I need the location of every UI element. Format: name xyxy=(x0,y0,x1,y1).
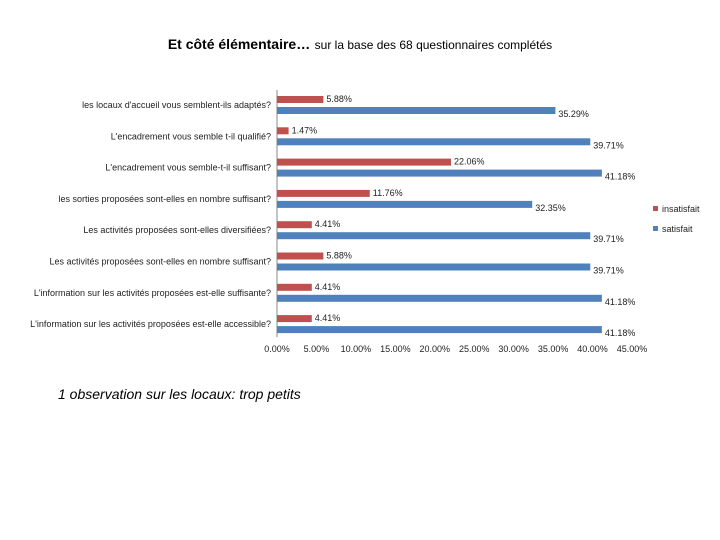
data-label-satisfait: 41.18% xyxy=(604,328,636,339)
category-label: les sorties proposées sont-elles en nombre suffisant? xyxy=(58,193,271,204)
bar-satisfait xyxy=(277,170,602,177)
category-label: L'encadrement vous semble-t-il suffisant? xyxy=(105,162,271,173)
bar-insatisfait xyxy=(277,253,323,260)
bar-satisfait xyxy=(277,295,602,302)
x-tick-label: 0.00% xyxy=(264,344,290,354)
x-tick-label: 45.00% xyxy=(616,344,648,354)
data-label-insatisfait: 5.88% xyxy=(326,250,352,261)
bar-insatisfait xyxy=(277,284,312,291)
legend-label-insatisfait: insatisfait xyxy=(662,204,700,214)
bar-satisfait xyxy=(277,232,590,239)
observation-note: 1 observation sur les locaux: trop petits xyxy=(58,386,301,402)
data-label-satisfait: 41.18% xyxy=(604,296,636,307)
bar-satisfait xyxy=(277,107,555,114)
x-tick-label: 20.00% xyxy=(419,344,451,354)
category-label: les locaux d'accueil vous semblent-ils adaptés? xyxy=(82,100,271,110)
chart-title-subtitle: sur la base des 68 questionnaires complétés xyxy=(314,38,553,52)
x-tick-label: 5.00% xyxy=(303,344,330,354)
data-label-insatisfait: 4.41% xyxy=(314,219,341,230)
x-tick-label: 35.00% xyxy=(537,344,569,354)
bar-insatisfait xyxy=(277,127,289,134)
data-label-insatisfait: 4.41% xyxy=(314,281,341,292)
bar-insatisfait xyxy=(277,96,323,103)
bar-insatisfait xyxy=(277,315,312,322)
x-tick-label: 40.00% xyxy=(577,344,608,354)
data-label-insatisfait: 5.88% xyxy=(326,94,352,104)
data-label-satisfait: 39.71% xyxy=(593,265,624,276)
x-tick-label: 10.00% xyxy=(340,344,372,354)
data-label-insatisfait: 11.76% xyxy=(372,187,403,198)
legend-swatch-insatisfait xyxy=(653,206,658,211)
category-label: L'encadrement vous semble t-il qualifié? xyxy=(110,131,271,142)
x-tick-label: 30.00% xyxy=(498,344,529,354)
x-tick-label: 15.00% xyxy=(380,344,411,354)
data-label-satisfait: 39.71% xyxy=(593,140,624,151)
bar-satisfait xyxy=(277,138,590,145)
bar-satisfait xyxy=(277,326,602,333)
category-label: Les activités proposées sont-elles en nombre suffisant? xyxy=(49,256,271,267)
legend-label-satisfait: satisfait xyxy=(662,224,693,234)
bar-insatisfait xyxy=(277,190,370,197)
bar-insatisfait xyxy=(277,221,312,228)
category-label: Les activités proposées sont-elles diversifiées? xyxy=(83,225,271,236)
bar-insatisfait xyxy=(277,159,451,166)
category-label: L'information sur les activités proposées est-elle suffisante? xyxy=(33,287,271,298)
data-label-insatisfait: 22.06% xyxy=(454,156,485,167)
data-label-insatisfait: 4.41% xyxy=(314,313,341,324)
category-label: L'information sur les activités proposées est-elle accessible? xyxy=(30,319,271,330)
data-label-satisfait: 35.29% xyxy=(558,109,589,119)
data-label-insatisfait: 1.47% xyxy=(291,125,318,136)
data-label-satisfait: 41.18% xyxy=(604,171,636,182)
data-label-satisfait: 32.35% xyxy=(535,202,566,213)
legend-swatch-satisfait xyxy=(653,226,658,231)
bar-satisfait xyxy=(277,201,532,208)
x-tick-label: 25.00% xyxy=(458,344,490,354)
data-label-satisfait: 39.71% xyxy=(593,234,624,245)
bar-satisfait xyxy=(277,264,590,271)
chart-title-bold: Et côté élémentaire… xyxy=(167,36,311,52)
